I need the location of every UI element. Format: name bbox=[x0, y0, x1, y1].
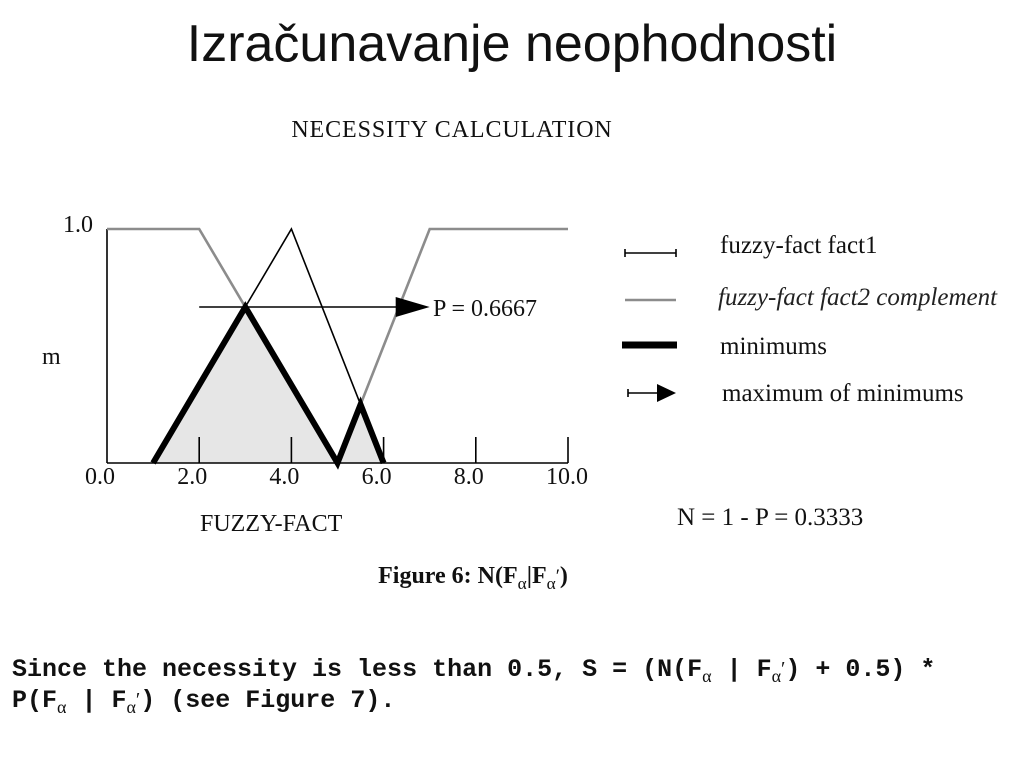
caption-subscript: α bbox=[517, 573, 527, 593]
legend bbox=[622, 232, 998, 407]
p-value-label: P = 0.6667 bbox=[433, 296, 537, 322]
x-tick-label: 8.0 bbox=[453, 464, 484, 490]
x-tick-label: 4.0 bbox=[269, 464, 300, 490]
legend-label-maximum-of-minimums: maximum of minimums bbox=[722, 380, 964, 407]
slide-title: Izračunavanje neophodnosti bbox=[186, 15, 838, 73]
note-text: ) + 0.5) * bbox=[785, 655, 936, 684]
legend-item-minimums bbox=[622, 333, 827, 360]
legend-item-fact2-complement bbox=[625, 284, 998, 311]
caption-text: ) bbox=[559, 563, 568, 589]
note-line-1 bbox=[12, 655, 935, 685]
y-tick-label: 1.0 bbox=[63, 212, 93, 238]
note-subscript: α bbox=[702, 665, 712, 686]
necessity-value-label: N = 1 - P = 0.3333 bbox=[677, 504, 864, 531]
note-prime: ′ bbox=[135, 689, 141, 711]
max-of-minimums-arrowhead-icon bbox=[396, 297, 430, 317]
note-subscript: α bbox=[126, 696, 136, 717]
note-prime: ′ bbox=[781, 658, 786, 680]
caption-subscript: α bbox=[546, 573, 556, 593]
x-tick-label: 10.0 bbox=[546, 464, 588, 490]
note-subscript: α bbox=[57, 696, 67, 717]
figure-caption bbox=[273, 562, 673, 592]
chart-title: NECESSITY CALCULATION bbox=[291, 117, 613, 143]
legend-swatch-arrowhead-icon bbox=[657, 384, 676, 402]
x-tick-label: 2.0 bbox=[177, 464, 208, 490]
note-text: P(F bbox=[12, 686, 58, 715]
caption-text: Figure 6: N(F bbox=[378, 563, 518, 589]
note-text: Since the necessity is less than 0.5, S = (N(F bbox=[12, 655, 703, 684]
x-tick-label: 6.0 bbox=[361, 464, 392, 490]
legend-item-fact1 bbox=[625, 232, 878, 259]
x-tick-label: 0.0 bbox=[85, 464, 115, 490]
legend-label-fact1: fuzzy-fact fact1 bbox=[720, 232, 878, 259]
note-text: | F bbox=[711, 655, 772, 684]
note-text: ) (see Figure 7). bbox=[140, 686, 396, 715]
note-line-2 bbox=[12, 686, 395, 716]
legend-label-minimums: minimums bbox=[720, 333, 827, 360]
x-axis-label: FUZZY-FACT bbox=[200, 511, 343, 537]
caption-prime: ′ bbox=[555, 566, 560, 588]
legend-label-fact2-complement: fuzzy-fact fact2 complement bbox=[718, 284, 998, 311]
legend-item-maximum-of-minimums bbox=[628, 380, 964, 407]
note-text: | F bbox=[66, 686, 127, 715]
y-axis-label: m bbox=[42, 344, 61, 370]
caption-text: |F bbox=[526, 563, 547, 589]
series-layer bbox=[107, 229, 568, 463]
note-subscript: α bbox=[771, 665, 782, 686]
